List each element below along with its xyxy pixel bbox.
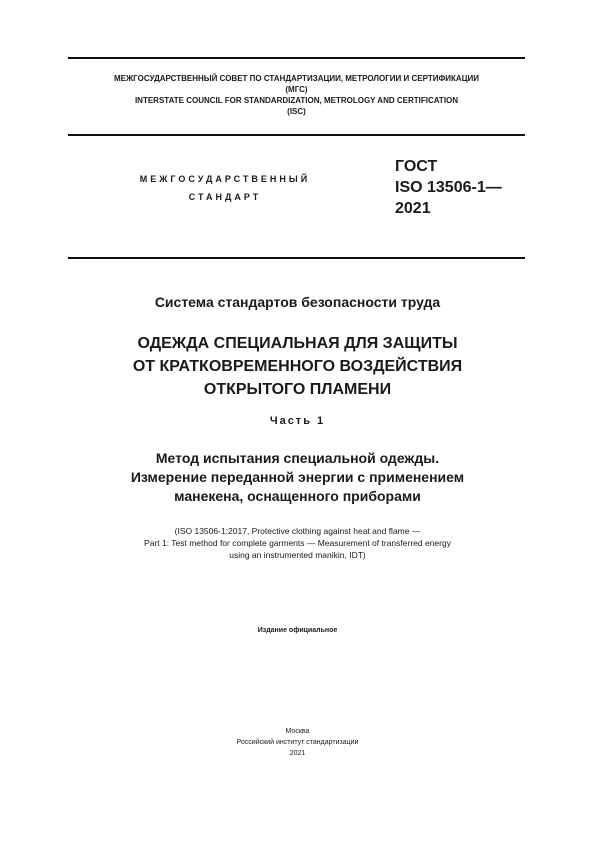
gost-line2: ISO 13506-1— <box>395 179 502 196</box>
council-en-line1: INTERSTATE COUNCIL FOR STANDARDIZATION, METROLOGY AND CERTIFICATION <box>134 96 459 105</box>
council-en-line2: (ISC) <box>287 107 306 116</box>
subtitle-line2: Измерение переданной энергии с применением <box>130 469 465 485</box>
top-rule <box>68 57 525 59</box>
gost-line1: ГОСТ <box>395 158 438 175</box>
gost-designation <box>395 156 502 219</box>
iso-reference <box>30 525 565 561</box>
footer-year: 2021 <box>289 750 306 757</box>
footer-publisher: Российский институт стандартизации <box>236 739 359 746</box>
council-block <box>68 73 525 117</box>
iso-ref-line2: Part 1: Test method for complete garments — Measurement of transferred energy <box>144 538 451 548</box>
council-rule <box>68 134 525 136</box>
footer <box>30 726 565 759</box>
main-title-line1: ОДЕЖДА СПЕЦИАЛЬНАЯ ДЛЯ ЗАЩИТЫ <box>137 335 458 352</box>
official-edition: Издание официальное <box>257 627 338 634</box>
system-title: Система стандартов безопасности труда <box>154 294 441 310</box>
council-ru-line1: МЕЖГОСУДАРСТВЕННЫЙ СОВЕТ ПО СТАНДАРТИЗАЦИИ, МЕТРОЛОГИИ И СЕРТИФИКАЦИИ <box>113 74 480 83</box>
subtitle-line1: Метод испытания специальной одежды. <box>155 450 440 466</box>
iso-ref-line1: (ISO 13506-1:2017, Protective clothing against heat and flame — <box>174 526 421 536</box>
council-ru-line2: (МГС) <box>285 85 308 94</box>
main-title-line3: ОТКРЫТОГО ПЛАМЕНИ <box>203 381 392 398</box>
standard-rule <box>68 257 525 259</box>
standard-label: СТАНДАРТ <box>188 192 262 202</box>
part-label: Часть 1 <box>269 415 326 427</box>
interstate-label: МЕЖГОСУДАРСТВЕННЫЙ <box>139 174 311 184</box>
iso-ref-line3: using an instrumented manikin, IDT) <box>229 550 366 560</box>
subtitle <box>30 449 565 506</box>
footer-city: Москва <box>285 728 310 735</box>
subtitle-line3: манекена, оснащенного приборами <box>174 488 421 504</box>
main-title <box>30 332 565 401</box>
main-title-line2: ОТ КРАТКОВРЕМЕННОГО ВОЗДЕЙСТВИЯ <box>132 358 463 375</box>
gost-line3: 2021 <box>395 200 431 217</box>
